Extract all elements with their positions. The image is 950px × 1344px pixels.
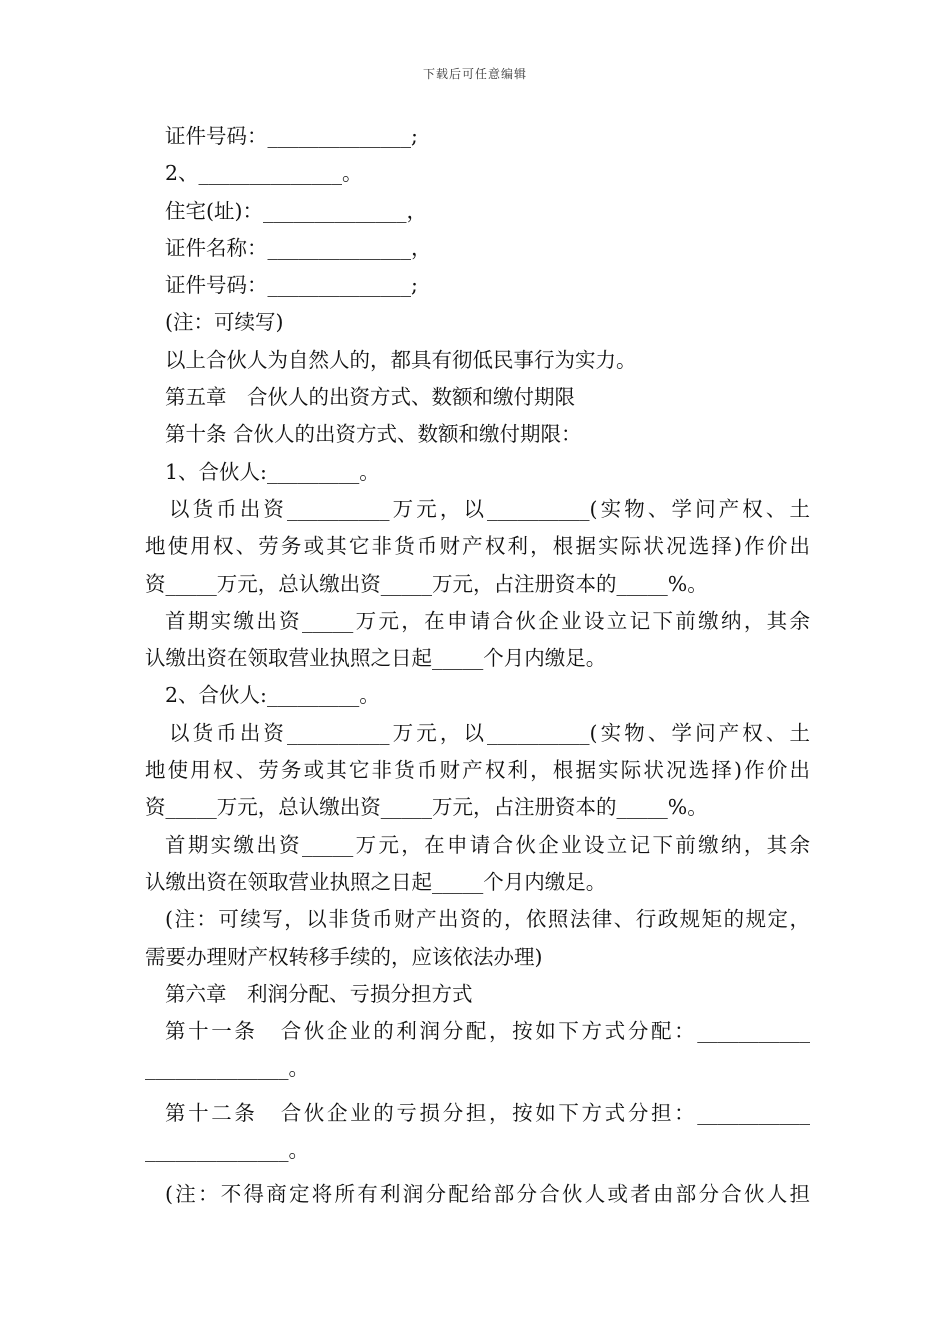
paragraph-gap <box>145 1088 810 1095</box>
document-line: 首期实缴出资_____万元，在申请合伙企业设立记下前缴纳，其余 <box>165 832 810 857</box>
document-line: 需要办理财产权转移手续的，应该依法办理) <box>145 944 543 969</box>
document-line: 第十二条 合伙企业的亏损分担，按如下方式分担：___________ <box>165 1100 810 1125</box>
document-line: ______________。 <box>145 1056 309 1081</box>
document-line: 地使用权、劳务或其它非货币财产权利，根据实际状况选择)作价出 <box>145 758 810 783</box>
document-body <box>145 118 810 1214</box>
document-line: 首期实缴出资_____万元，在申请合伙企业设立记下前缴纳，其余 <box>165 608 810 633</box>
document-line: 证件名称：______________， <box>165 235 432 260</box>
document-line: 第六章 利润分配、亏损分担方式 <box>165 981 473 1006</box>
document-line: 资_____万元，总认缴出资_____万元，占注册资本的_____%。 <box>145 795 708 820</box>
document-line: (注：可续写，以非货币财产出资的，依照法律、行政规矩的规定， <box>165 907 810 932</box>
document-line: ______________。 <box>145 1138 309 1163</box>
document-line: 住宅(址)：______________， <box>165 198 427 223</box>
paragraph-gap <box>145 1169 810 1176</box>
document-line: 地使用权、劳务或其它非货币财产权利，根据实际状况选择)作价出 <box>145 534 810 559</box>
document-line: 资_____万元，总认缴出资_____万元，占注册资本的_____%。 <box>145 571 708 596</box>
document-line: 证件号码：______________; <box>165 273 418 298</box>
document-line: 第十一条 合伙企业的利润分配，按如下方式分配：___________ <box>165 1019 810 1044</box>
document-line: 2、合伙人:_________。 <box>165 683 380 708</box>
document-line: 第十条 合伙人的出资方式、数额和缴付期限： <box>165 422 582 447</box>
document-line: (注：不得商定将所有利润分配给部分合伙人或者由部分合伙人担 <box>165 1182 810 1207</box>
document-line: 以货币出资__________万元，以__________(实物、学问产权、土 <box>169 720 810 745</box>
document-line: 第五章 合伙人的出资方式、数额和缴付期限 <box>165 385 575 410</box>
document-line: 证件号码：______________; <box>165 124 418 148</box>
document-line: 1、合伙人:_________。 <box>165 459 380 484</box>
document-line: 2、______________。 <box>165 161 363 186</box>
page-header: 下载后可任意编辑 <box>422 67 527 81</box>
document-line: 认缴出资在领取营业执照之日起_____个月内缴足。 <box>145 869 607 894</box>
document-line: 以货币出资__________万元，以__________(实物、学问产权、土 <box>169 496 810 521</box>
document-line: (注：可续写) <box>165 310 284 335</box>
document-line: 以上合伙人为自然人的，都具有彻低民事行为实力。 <box>165 347 637 372</box>
document-line: 认缴出资在领取营业执照之日起_____个月内缴足。 <box>145 646 607 671</box>
